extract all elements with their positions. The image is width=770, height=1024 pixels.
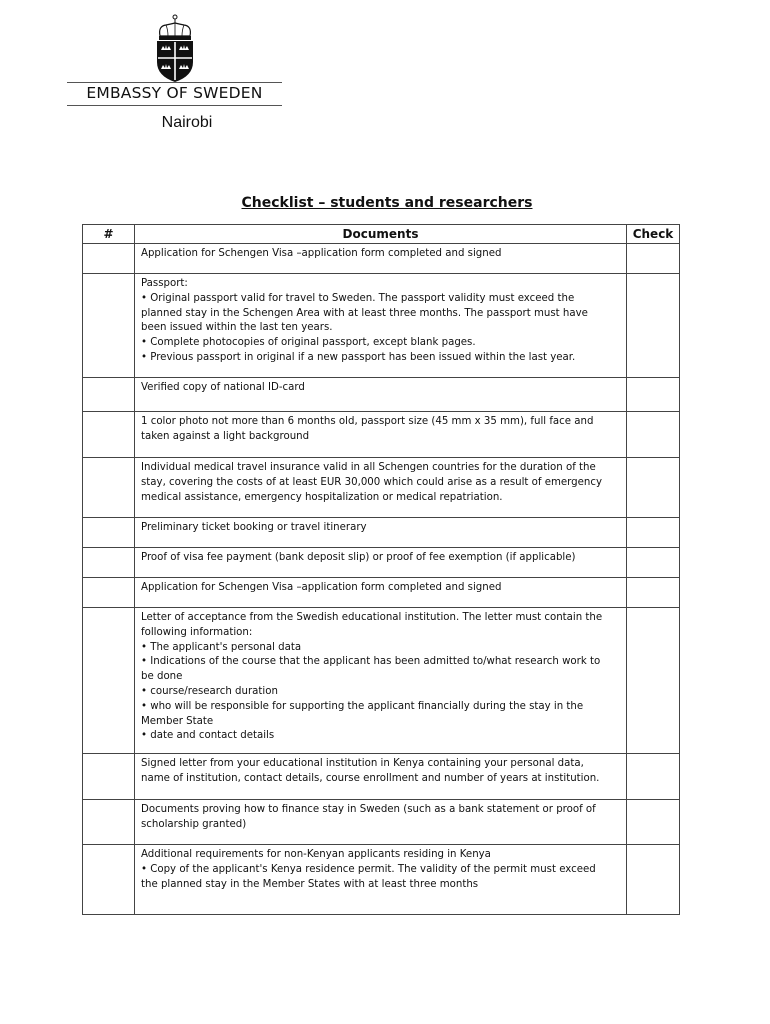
document-cell: [135, 274, 627, 378]
document-cell: [135, 800, 627, 845]
document-text-line: name of institution, contact details, course enrollment and number of years at institution.: [141, 772, 600, 784]
table-row: [83, 548, 680, 578]
document-text-line: • Original passport valid for travel to Sweden. The passport validity must exceed the: [141, 292, 575, 304]
check-cell[interactable]: [627, 378, 680, 412]
document-cell: [135, 518, 627, 548]
document-text-line: Proof of visa fee payment (bank deposit slip) or proof of fee exemption (if applicable): [141, 552, 576, 563]
check-cell[interactable]: [627, 800, 680, 845]
row-number-cell: [83, 548, 135, 578]
document-text-line: Individual medical travel insurance valid in all Schengen countries for the duration of the: [141, 462, 596, 473]
table-row: [83, 458, 680, 518]
check-cell[interactable]: [627, 412, 680, 458]
check-cell[interactable]: [627, 608, 680, 754]
check-cell[interactable]: [627, 754, 680, 800]
document-cell: [135, 845, 627, 915]
document-cell: [135, 378, 627, 412]
document-text-line: be done: [141, 671, 183, 683]
document-text-line: planned stay in the Schengen Area with at least three months. The passport must have: [141, 307, 588, 319]
document-cell: [135, 458, 627, 518]
table-row: [83, 845, 680, 915]
document-text-line: Passport:: [141, 278, 188, 289]
crown-shield-icon: [152, 14, 198, 84]
page-title: Checklist – students and researchers: [241, 195, 533, 211]
document-text-line: Preliminary ticket booking or travel itinerary: [141, 522, 367, 533]
table-row: [83, 244, 680, 274]
table-row: [83, 412, 680, 458]
row-number-cell: [83, 518, 135, 548]
document-text-line: medical assistance, emergency hospitalization or medical repatriation.: [141, 491, 503, 503]
check-cell[interactable]: [627, 578, 680, 608]
column-header-check: Check: [627, 225, 680, 244]
document-text-line: Application for Schengen Visa –application form completed and signed: [141, 248, 502, 259]
checklist-table: [82, 224, 680, 915]
table-header-row: [83, 225, 680, 244]
document-text-line: • The applicant's personal data: [141, 641, 302, 653]
document-text-line: • Complete photocopies of original passport, except blank pages.: [141, 337, 476, 349]
row-number-cell: [83, 845, 135, 915]
document-cell: [135, 244, 627, 274]
column-header-documents: Documents: [135, 225, 627, 244]
document-text-line: taken against a light background: [141, 430, 310, 442]
table-row: [83, 578, 680, 608]
column-header-number: #: [83, 225, 135, 244]
document-text-line: Application for Schengen Visa –application form completed and signed: [141, 582, 502, 593]
table-row: [83, 754, 680, 800]
document-cell: [135, 412, 627, 458]
document-text-line: • Copy of the applicant's Kenya residence permit. The validity of the permit must exceed: [141, 863, 596, 875]
document-text-line: Additional requirements for non-Kenyan applicants residing in Kenya: [141, 849, 491, 860]
table-row: [83, 378, 680, 412]
document-text-line: • Previous passport in original if a new passport has been issued within the last year.: [141, 351, 576, 363]
check-cell[interactable]: [627, 274, 680, 378]
embassy-logo: [152, 14, 198, 84]
document-text-line: the planned stay in the Member States with at least three months: [141, 878, 479, 890]
row-number-cell: [83, 608, 135, 754]
row-number-cell: [83, 378, 135, 412]
document-cell: [135, 608, 627, 754]
row-number-cell: [83, 274, 135, 378]
header-bottom-rule: [67, 105, 282, 106]
document-text-line: scholarship granted): [141, 818, 247, 830]
document-text-line: 1 color photo not more than 6 months old, passport size (45 mm x 35 mm), full face and: [141, 416, 594, 427]
document-text-line: Verified copy of national ID-card: [141, 382, 305, 393]
embassy-city: Nairobi: [161, 114, 213, 131]
document-text-line: been issued within the last ten years.: [141, 322, 333, 334]
row-number-cell: [83, 754, 135, 800]
document-text-line: • course/research duration: [141, 685, 278, 697]
row-number-cell: [83, 578, 135, 608]
check-cell[interactable]: [627, 518, 680, 548]
document-text-line: Member State: [141, 715, 214, 727]
table-row: [83, 518, 680, 548]
document-text-line: stay, covering the costs of at least EUR 30,000 which could arise as a result of emergency: [141, 476, 603, 488]
document-text-line: • date and contact details: [141, 730, 275, 742]
document-text-line: Documents proving how to finance stay in Sweden (such as a bank statement or proof of: [141, 804, 596, 815]
table-row: [83, 800, 680, 845]
header-top-rule: [67, 82, 282, 83]
document-text-line: • Indications of the course that the applicant has been admitted to/what research work to: [141, 656, 601, 668]
check-cell[interactable]: [627, 845, 680, 915]
row-number-cell: [83, 458, 135, 518]
row-number-cell: [83, 244, 135, 274]
document-text-line: Signed letter from your educational institution in Kenya containing your personal data,: [141, 758, 584, 769]
table-row: [83, 274, 680, 378]
row-number-cell: [83, 412, 135, 458]
document-cell: [135, 548, 627, 578]
check-cell[interactable]: [627, 548, 680, 578]
document-text-line: following information:: [141, 626, 253, 638]
check-cell[interactable]: [627, 458, 680, 518]
check-cell[interactable]: [627, 244, 680, 274]
document-cell: [135, 578, 627, 608]
table-row: [83, 608, 680, 754]
document-text-line: • who will be responsible for supporting the applicant financially during the stay in the: [141, 700, 584, 712]
document-cell: [135, 754, 627, 800]
document-text-line: Letter of acceptance from the Swedish educational institution. The letter must contain the: [141, 612, 603, 623]
row-number-cell: [83, 800, 135, 845]
embassy-name: EMBASSY OF SWEDEN: [86, 84, 263, 102]
